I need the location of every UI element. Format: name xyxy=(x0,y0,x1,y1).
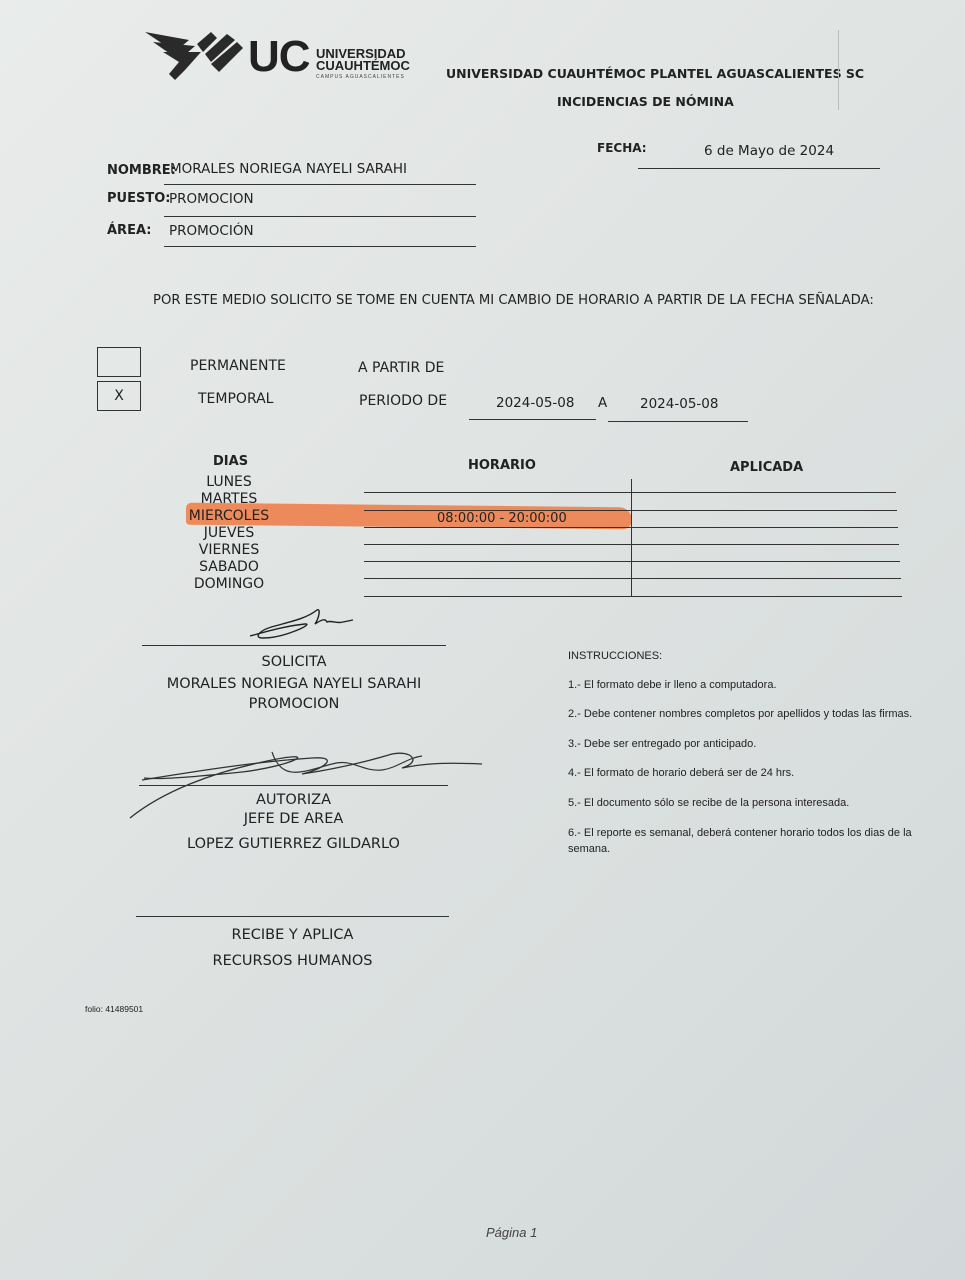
instruction-item: 5.- El documento sólo se recibe de la persona interesada. xyxy=(568,797,850,809)
temporal-label: TEMPORAL xyxy=(198,391,274,407)
request-text: POR ESTE MEDIO SOLICITO SE TOME EN CUENTA MI CAMBIO DE HORARIO A PARTIR DE LA FECHA SEÑALADA: xyxy=(153,293,874,308)
periodo-label: PERIODO DE xyxy=(359,393,448,409)
day-domingo: DOMINGO xyxy=(193,576,265,592)
day-lunes: LUNES xyxy=(206,474,252,490)
solicita-position: PROMOCION xyxy=(248,696,340,712)
horario-miercoles: 08:00:00 - 20:00:00 xyxy=(437,511,567,526)
logo-line3: CAMPUS AGUASCALIENTES xyxy=(316,74,405,80)
periodo-to: 2024-05-08 xyxy=(640,396,719,412)
a-partir-label: A PARTIR DE xyxy=(358,360,445,376)
permanente-checkbox[interactable] xyxy=(97,347,141,377)
day-viernes: VIERNES xyxy=(198,542,260,558)
folio: folio: 41489501 xyxy=(85,1004,144,1014)
day-sabado: SABADO xyxy=(199,559,259,575)
fecha-value: 6 de Mayo de 2024 xyxy=(704,143,835,159)
temporal-checkbox[interactable]: X xyxy=(97,381,141,411)
fecha-label: FECHA: xyxy=(597,141,647,155)
logo-line2: CUAUHTÉMOC xyxy=(316,58,410,73)
solicita-name: MORALES NORIEGA NAYELI SARAHI xyxy=(166,676,422,692)
instruction-item: 6.- El reporte es semanal, deberá contener horario todos los dias de la xyxy=(568,827,912,839)
instruction-item: 1.- El formato debe ir lleno a computadora. xyxy=(568,679,777,691)
nombre-value: MORALES NORIEGA NAYELI SARAHI xyxy=(170,161,407,177)
instruction-item: 4.- El formato de horario deberá ser de 24 hrs. xyxy=(568,767,795,779)
institution-name: UNIVERSIDAD CUAUHTÉMOC PLANTEL AGUASCALIENTES SC xyxy=(446,66,865,81)
autoriza-name: LOPEZ GUTIERREZ GILDARLO xyxy=(187,836,400,852)
puesto-label: PUESTO: xyxy=(107,191,171,206)
instructions-title: INSTRUCCIONES: xyxy=(568,650,663,662)
recibe-role: RECIBE Y APLICA xyxy=(231,927,354,943)
instruction-item: 3.- Debe ser entregado por anticipado. xyxy=(568,738,757,750)
area-value: PROMOCIÓN xyxy=(169,223,254,239)
logo-line1: UNIVERSIDAD xyxy=(316,46,406,61)
eagle-logo-icon xyxy=(145,30,245,82)
instruction-item: semana. xyxy=(568,843,611,855)
area-label: ÁREA: xyxy=(107,223,152,238)
puesto-value: PROMOCION xyxy=(169,191,254,207)
document-title: INCIDENCIAS DE NÓMINA xyxy=(557,94,734,109)
autoriza-role: AUTORIZA xyxy=(255,792,331,808)
permanente-label: PERMANENTE xyxy=(190,358,286,374)
day-jueves: JUEVES xyxy=(203,525,255,541)
periodo-separator: A xyxy=(598,395,608,411)
aplicada-header: APLICADA xyxy=(730,460,804,475)
recibe-dept: RECURSOS HUMANOS xyxy=(212,953,373,969)
instruction-item: 2.- Debe contener nombres completos por apellidos y todas las firmas. xyxy=(568,708,913,720)
day-miercoles: MIERCOLES xyxy=(188,508,270,524)
nombre-label: NOMBRE: xyxy=(107,163,176,178)
periodo-from: 2024-05-08 xyxy=(496,395,575,411)
day-martes: MARTES xyxy=(200,491,258,507)
logo-uc: UC xyxy=(248,32,310,81)
autoriza-title: JEFE DE AREA xyxy=(243,811,344,827)
solicita-role: SOLICITA xyxy=(261,654,327,670)
page-number: Página 1 xyxy=(486,1225,538,1240)
signature-solicita xyxy=(245,604,360,644)
dias-header: DIAS xyxy=(213,454,249,469)
horario-header: HORARIO xyxy=(468,458,536,473)
